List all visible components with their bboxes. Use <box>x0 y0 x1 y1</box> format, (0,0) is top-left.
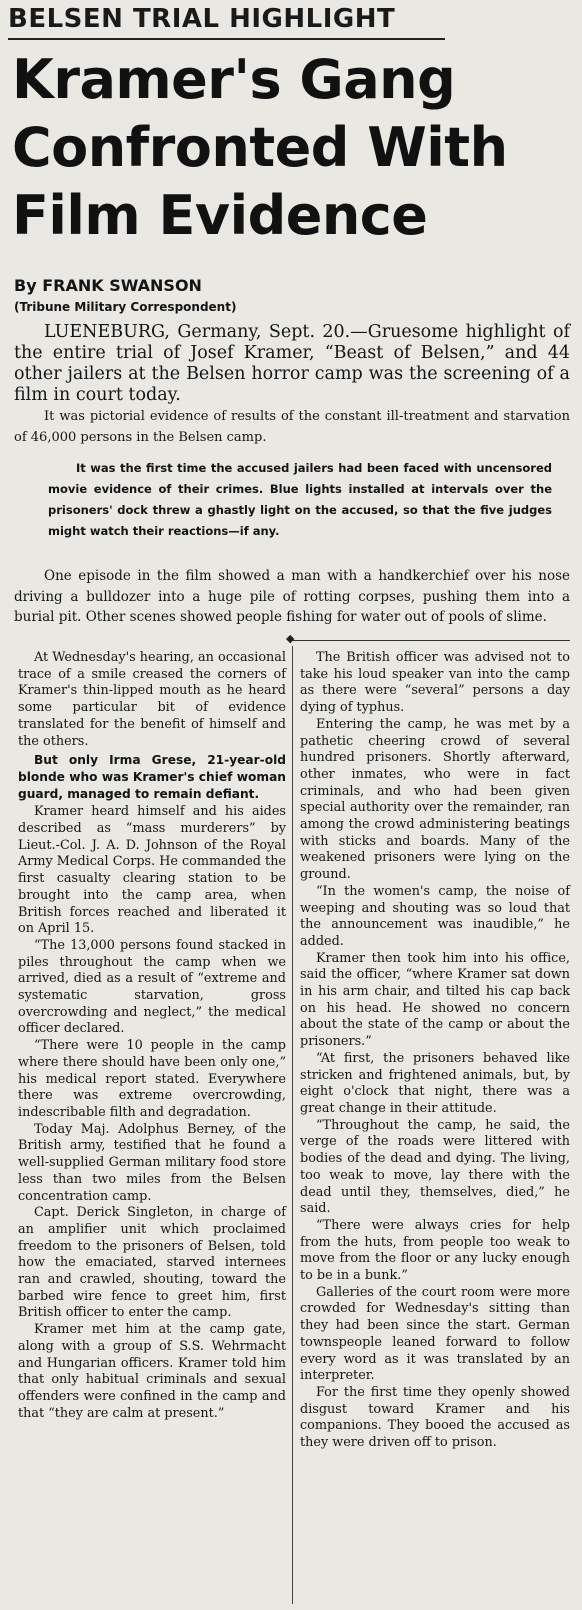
column-paragraph: For the first time they openly showed disgust toward Kramer and his companions. They booed the accused as they were driven off to prison. <box>300 1384 570 1451</box>
column-paragraph: At Wednesday's hearing, an occasional trace of a smile creased the corners of Kramer's thin-lipped mouth as he heard some particular bit of evidence translated for the benefit of himself and the others. <box>18 650 286 749</box>
column-paragraph: Entering the camp, he was met by a pathetic cheering crowd of several hundred prisoners. Shortly afterward, other inmates, who were in fact criminals, and who had been given special authority over the remainder, ran among the crowd administering beatings with sticks and boards. Many of the weakened prisoners were lying on the ground. <box>300 716 570 883</box>
column-paragraph: The British officer was advised not to take his loud speaker van into the camp as there were “several” persons a day dying of typhus. <box>300 650 570 716</box>
column-paragraph: “At first, the prisoners behaved like stricken and frightened animals, but, by eight o'clock that night, there was a great change in their attitude. <box>300 1050 570 1116</box>
column-paragraph: “Throughout the camp, he said, the verge of the roads were littered with bodies of the dead and dying. The living, too weak to move, lay there with the dead until they, themselves, died,” he said. <box>300 1117 570 1217</box>
column-paragraph: Kramer then took him into his office, said the officer, “where Kramer sat down in his arm chair, and tilted his cap back on his head. He showed no concern about the state of the camp or about the prisoners.” <box>300 950 570 1050</box>
body-paragraph: One episode in the film showed a man with a handkerchief over his nose driving a bulldozer into a huge pile of rotting corpses, pushing them into a burial pit. Other scenes showed people fishing for water out of pools of slime. <box>14 568 570 625</box>
kicker-heading: BELSEN TRIAL HIGHLIGHT <box>8 4 396 34</box>
right-column <box>300 650 570 1452</box>
byline: By FRANK SWANSON <box>14 276 202 295</box>
column-paragraph-bold: But only Irma Grese, 21-year-old blonde who was Kramer's chief woman guard, managed to remain defiant. <box>18 753 286 801</box>
column-paragraph: Capt. Derick Singleton, in charge of an amplifier unit which proclaimed freedom to the prisoners of Belsen, told how the emaciated, starved internees ran and crawled, shouting, toward the barbed wire fence to greet him, first British officer to enter the camp. <box>18 1205 286 1321</box>
divider-ornament: ◆ <box>286 632 295 645</box>
column-rule <box>292 646 293 1604</box>
column-paragraph: Kramer heard himself and his aides described as “mass murderers” by Lieut.-Col. J. A. D. Johnson of the Royal Army Medical Corps. He commanded the first casualty clearing station to be brought into the camp area, when British forces reached and liberated it on April 15. <box>18 804 287 937</box>
indented-bold-paragraph: It was the first time the accused jailers had been faced with uncensored movie evidence of their crimes. Blue lights installed at intervals over the prisoners' dock threw a ghastly light on the accused, so that the five judges might watch their reactions—if any. <box>48 461 552 538</box>
column-paragraph: “There were always cries for help from the huts, from people too weak to move from the floor or any lucky enough to be in a bunk.” <box>300 1217 570 1284</box>
column-paragraph: “There were 10 people in the camp where there should have been only one,” his medical report stated. Everywhere there was extreme overcrowding, indescribable filth and degradation. <box>18 1038 286 1120</box>
column-paragraph: Today Maj. Adolphus Berney, of the British army, testified that he found a well-supplied German military food store less than two miles from the Belsen concentration camp. <box>18 1121 286 1204</box>
headline-line: Kramer's Gang <box>12 48 456 111</box>
body-paragraph: It was pictorial evidence of results of the constant ill-treatment and starvation of 46,000 persons in the Belsen camp. <box>14 409 570 445</box>
column-paragraph: “In the women's camp, the noise of weeping and shouting was so loud that the announcement was inaudible,” he added. <box>300 883 570 949</box>
column-paragraph: Galleries of the court room were more crowded for Wednesday's sitting than they had been since the start. German townspeople leaned forward to follow every word as it was translated by an interpreter. <box>300 1284 570 1384</box>
headline-line: Film Evidence <box>12 184 428 247</box>
section-divider <box>290 640 570 641</box>
column-paragraph: Kramer met him at the camp gate, along with a group of S.S. Wehrmacht and Hungarian officers. Kramer told him that only habitual criminals and sexual offenders were confined in the camp and that “they are calm at present.” <box>18 1322 286 1421</box>
lead-paragraph: LUENEBURG, Germany, Sept. 20.—Gruesome highlight of the entire trial of Josef Kramer, “Beast of Belsen,” and 44 other jailers at the Belsen horror camp was the screening of a film in court today. <box>14 322 570 405</box>
left-column <box>18 650 286 1422</box>
kicker-underline <box>8 38 445 40</box>
column-paragraph: “The 13,000 persons found stacked in piles throughout the camp when we arrived, died as a result of “extreme and systematic starvation, gross overcrowding and neglect,” the medical officer declared. <box>18 937 286 1037</box>
headline-line: Confronted With <box>12 116 508 179</box>
headline <box>12 46 572 250</box>
byline-credit: (Tribune Military Correspondent) <box>14 300 237 314</box>
